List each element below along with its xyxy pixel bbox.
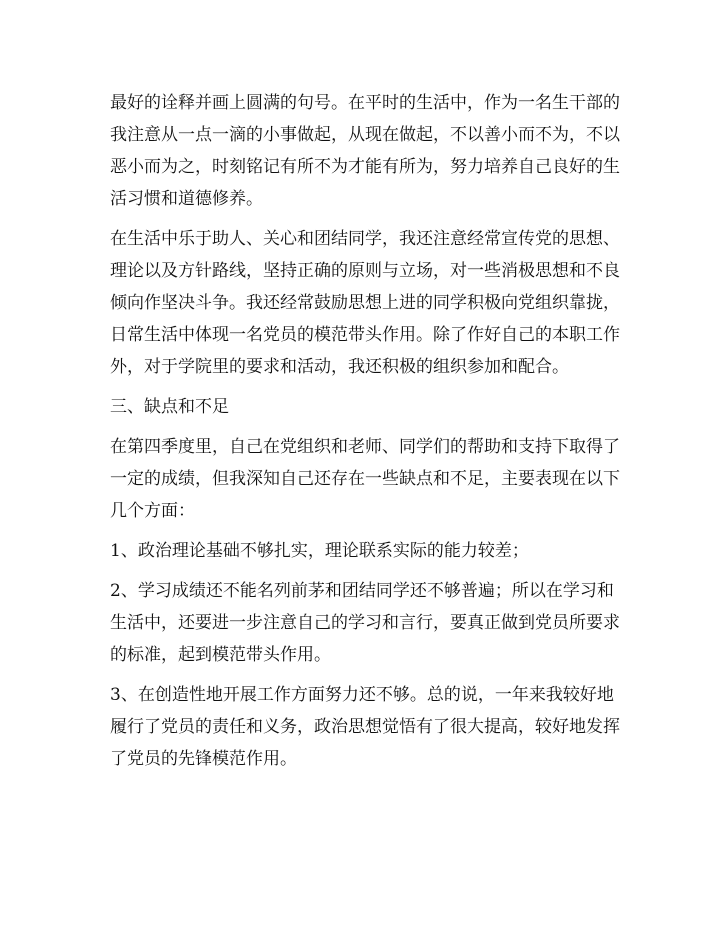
text-line: 的标准，起到模范带头作用。: [110, 645, 331, 665]
text-line: 几个方面：: [110, 501, 195, 521]
paragraph-gap: [110, 215, 610, 223]
text-line: 活习惯和道德修养。: [110, 189, 263, 209]
paragraph-gap: [110, 383, 610, 391]
text-line: 履行了党员的责任和义务，政治思想觉悟有了很大提高，较好地发挥: [110, 717, 620, 737]
text-line: 3、在创造性地开展工作方面努力还不够。总的说，一年来我较好地: [110, 685, 614, 705]
section-heading-text: 三、缺点和不足: [110, 397, 229, 417]
text-line: 恶小而为之，时刻铭记有所不为才能有所为，努力培养自己良好的生: [110, 157, 620, 177]
text-line: 我注意从一点一滴的小事做起，从现在做起，不以善小而不为，不以: [110, 125, 620, 145]
paragraph: [110, 431, 620, 527]
text-line: 日常生活中体现一名党员的模范带头作用。除了作好自己的本职工作: [110, 325, 620, 345]
text-line: 外，对于学院里的要求和活动，我还积极的组织参加和配合。: [110, 357, 569, 377]
paragraph: [110, 87, 620, 215]
text-line: 2、学习成绩还不能名列前茅和团结同学还不够普遍；所以在学习和: [110, 581, 614, 601]
list-item: [110, 679, 620, 775]
paragraph: [110, 223, 620, 383]
text-line: 生活中，还要进一步注意自己的学习和言行，要真正做到党员所要求: [110, 613, 620, 633]
text-line: 一定的成绩，但我深知自己还存在一些缺点和不足，主要表现在以下: [110, 469, 620, 489]
list-item: [110, 575, 620, 671]
paragraph-gap: [110, 423, 610, 431]
paragraph-gap: [110, 527, 610, 535]
text-line: 倾向作坚决斗争。我还经常鼓励思想上进的同学积极向党组织靠拢，: [110, 293, 620, 313]
text-line: 了党员的先锋模范作用。: [110, 749, 297, 769]
paragraph-gap: [110, 567, 610, 575]
text-line: 在第四季度里，自己在党组织和老师、同学们的帮助和支持下取得了: [110, 437, 620, 457]
paragraph-gap: [110, 671, 610, 679]
list-item: [110, 535, 610, 567]
document-body: [110, 87, 620, 775]
section-heading: [110, 391, 610, 423]
text-line: 理论以及方针路线，坚持正确的原则与立场，对一些消极思想和不良: [110, 261, 620, 281]
text-line: 1、政治理论基础不够扎实，理论联系实际的能力较差；: [110, 541, 529, 561]
text-line: 最好的诠释并画上圆满的句号。在平时的生活中，作为一名生干部的: [110, 93, 620, 113]
text-line: 在生活中乐于助人、关心和团结同学，我还注意经常宣传党的思想、: [110, 229, 620, 249]
